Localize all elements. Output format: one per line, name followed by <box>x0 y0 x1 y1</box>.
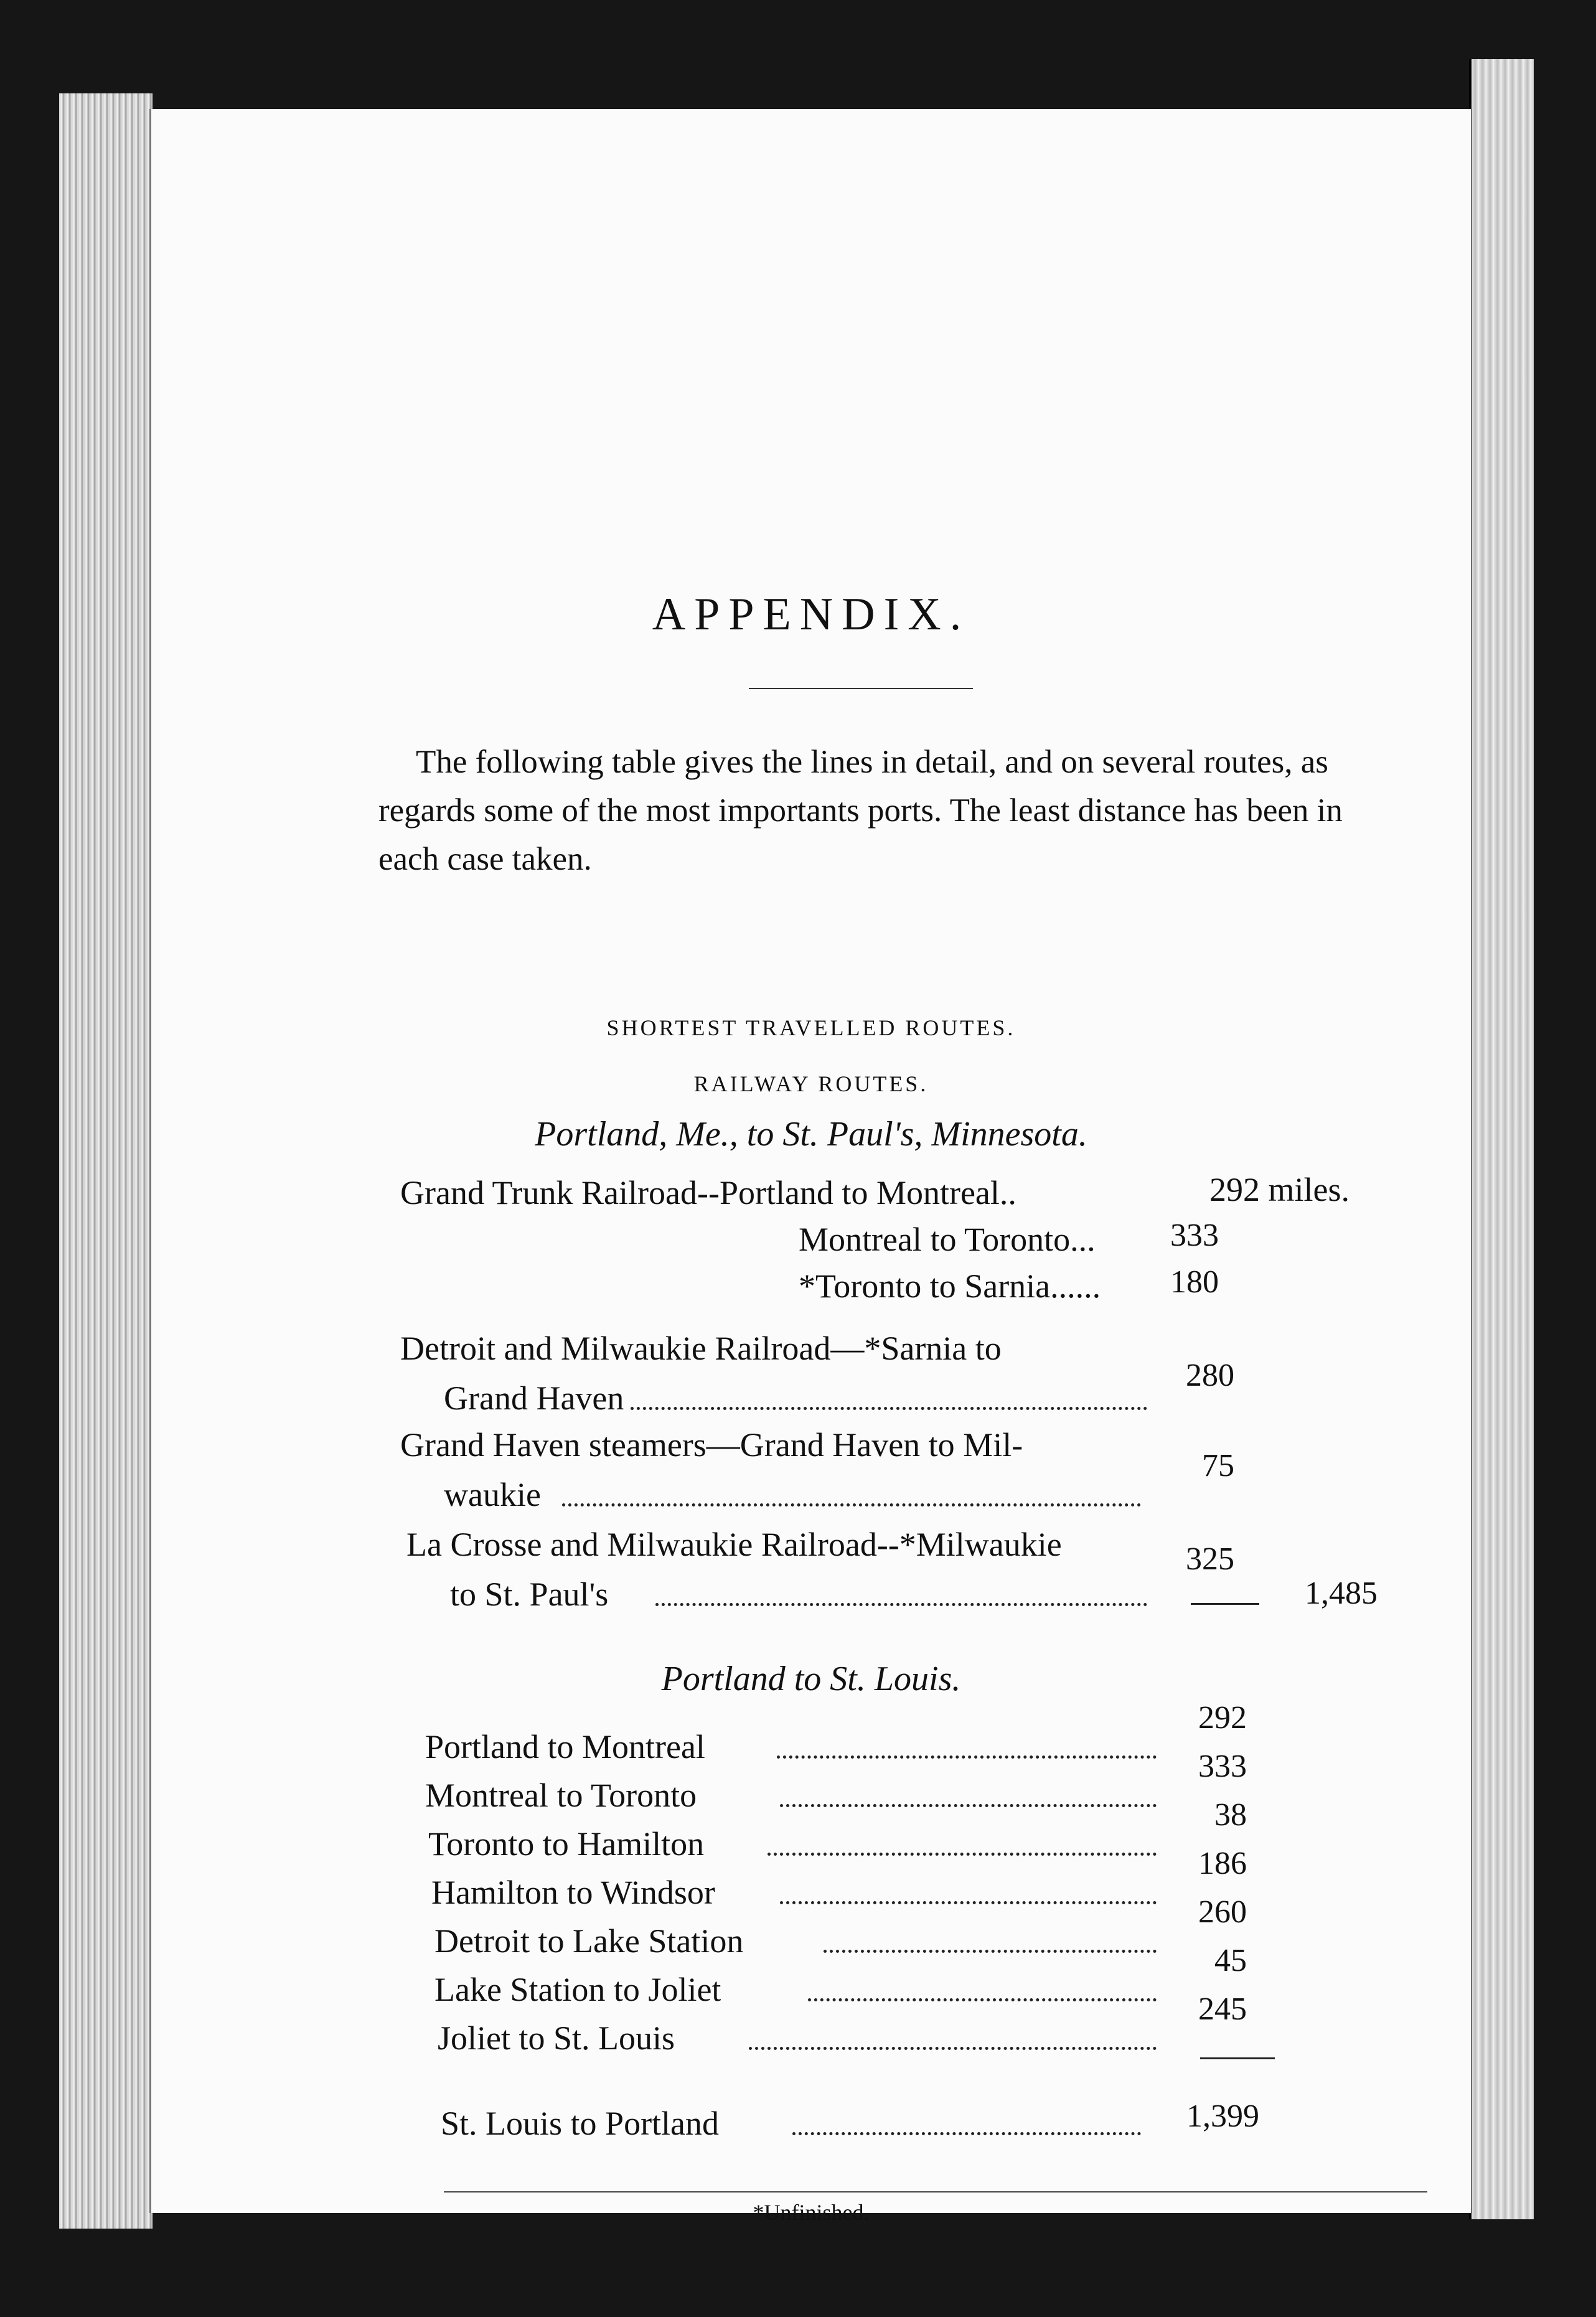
route1-line4-value: 280 <box>1186 1358 1234 1393</box>
dot-leader <box>792 2132 1141 2135</box>
route1-line6-text: La Crosse and Milwaukie Railroad--*Milwaukie <box>406 1526 1062 1563</box>
dot-leader <box>777 1755 1157 1759</box>
route1-line4-cont: Grand Haven <box>444 1379 624 1417</box>
route2-row: Portland to Montreal <box>425 1728 705 1765</box>
route2-row: Lake Station to Joliet <box>434 1971 721 2008</box>
route2-row-value: 38 <box>1214 1797 1247 1833</box>
route2-row-value: 186 <box>1198 1846 1247 1881</box>
route2-row: Toronto to Hamilton <box>428 1825 705 1863</box>
page-title: APPENDIX. <box>652 589 970 640</box>
route1-line3-text: *Toronto to Sarnia...... <box>799 1267 1101 1305</box>
route1-line5-value: 75 <box>1202 1448 1234 1483</box>
route1-line2-value: 333 <box>1170 1218 1219 1253</box>
page-edges <box>59 93 153 2229</box>
route1-line3-value: 180 <box>1170 1264 1219 1300</box>
route1-line1-text: Grand Trunk Railroad--Portland to Montreal.. <box>400 1174 1016 1211</box>
route1-line5-cont: waukie <box>444 1476 541 1513</box>
route2-total-value: 1,399 <box>1186 2098 1259 2134</box>
book-page <box>149 109 1471 2225</box>
title-divider <box>749 688 973 689</box>
dot-leader <box>562 1503 1141 1506</box>
route1-title: Portland, Me., to St. Paul's, Minnesota. <box>535 1115 1087 1154</box>
route2-row: Hamilton to Windsor <box>431 1874 715 1911</box>
route1-line2-text: Montreal to Toronto... <box>799 1221 1096 1258</box>
route2-row-value: 292 <box>1198 1700 1247 1736</box>
route1-line5-text: Grand Haven steamers—Grand Haven to Mil- <box>400 1426 1023 1464</box>
intro-paragraph: The following table gives the lines in detail, and on several routes, as regards some of the most importants ports. The least distance has been in each case taken. <box>378 744 1343 877</box>
route2-row-value: 45 <box>1214 1943 1247 1978</box>
route1-line4-text: Detroit and Milwaukie Railroad—*Sarnia to <box>400 1330 1002 1367</box>
sum-rule <box>1200 2057 1275 2059</box>
footnote-divider <box>444 2191 1427 2192</box>
dot-leader <box>808 1998 1157 2001</box>
route2-row: Detroit to Lake Station <box>434 1922 744 1960</box>
heading-railway-routes: RAILWAY ROUTES. <box>693 1071 929 1096</box>
heading-shortest-routes: SHORTEST TRAVELLED ROUTES. <box>606 1015 1016 1040</box>
route2-row: Joliet to St. Louis <box>438 2019 675 2057</box>
route1-line1-value: 292 miles. <box>1209 1171 1350 1208</box>
dot-leader <box>655 1603 1147 1606</box>
route2-row: Montreal to Toronto <box>425 1777 697 1814</box>
sum-rule <box>1191 1603 1259 1605</box>
route2-row-value: 245 <box>1198 1991 1247 2027</box>
footnote: *Unfinished. <box>753 2200 870 2225</box>
route1-total: 1,485 <box>1305 1576 1378 1611</box>
dot-leader <box>780 1804 1157 1807</box>
dot-leader <box>767 1853 1157 1856</box>
route2-total-text: St. Louis to Portland <box>441 2105 720 2142</box>
route2-row-value: 260 <box>1198 1894 1247 1930</box>
route1-line6-value: 325 <box>1186 1541 1234 1577</box>
facing-page-edge <box>1469 59 1534 2219</box>
dot-leader <box>631 1407 1147 1410</box>
route2-row-value: 333 <box>1198 1749 1247 1784</box>
route1-line6-cont: to St. Paul's <box>450 1576 609 1613</box>
dot-leader <box>749 2047 1157 2050</box>
dot-leader <box>824 1950 1157 1953</box>
dot-leader <box>780 1901 1157 1904</box>
route2-title: Portland to St. Louis. <box>661 1660 961 1698</box>
